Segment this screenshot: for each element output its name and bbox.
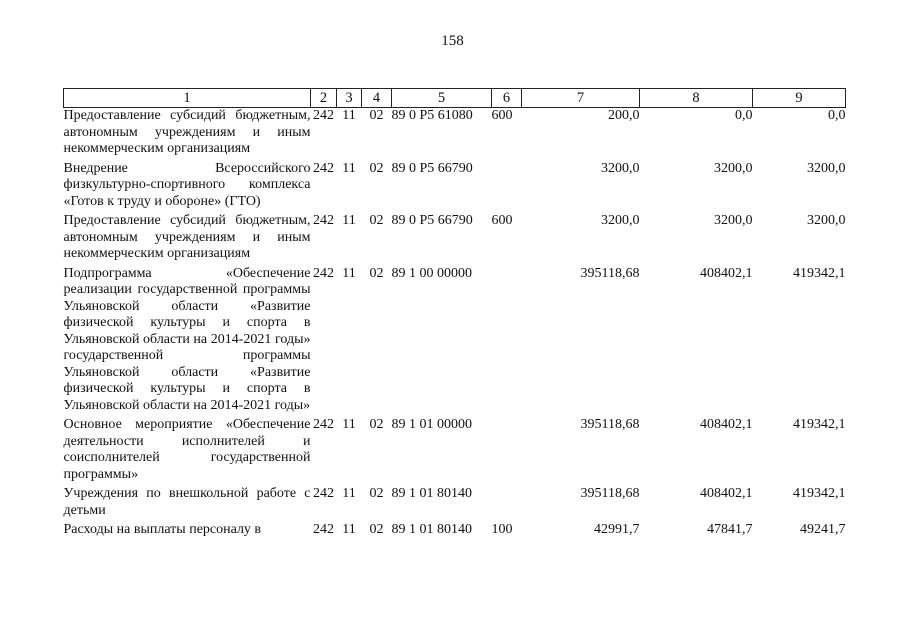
- row-col-4: 02: [369, 265, 384, 281]
- row-col-2: 242: [313, 213, 334, 228]
- row-value-7: 395118,68: [580, 265, 640, 281]
- header-col-6: 6: [492, 89, 522, 108]
- page-number: 158: [441, 33, 464, 49]
- table-row: [64, 161, 846, 214]
- row-col-2: 242: [313, 265, 334, 281]
- row-code: 89 1 01 00000: [391, 417, 472, 432]
- row-col-6: 600: [491, 213, 513, 228]
- table-row: [64, 486, 846, 522]
- row-name: Предоставление субсидий бюджетным, автономным учреждениям и иным некоммерческим организациям: [63, 213, 311, 261]
- row-code: 89 0 P5 61080: [391, 108, 473, 123]
- row-value-8: 3200,0: [714, 213, 753, 228]
- row-col-2: 242: [313, 417, 334, 432]
- row-value-9: 0,0: [828, 108, 846, 123]
- header-col-9: 9: [753, 89, 846, 108]
- row-col-6: 600: [491, 108, 513, 123]
- header-col-7: 7: [522, 89, 640, 108]
- row-value-7: 395118,68: [580, 417, 640, 432]
- table-row: [64, 266, 846, 418]
- row-col-3: 11: [342, 417, 356, 432]
- header-row: [64, 89, 846, 108]
- row-name: Основное мероприятие «Обеспечение деятельности исполнителей и соисполнителей государственной программы»: [63, 417, 311, 482]
- row-col-4: 02: [369, 160, 384, 176]
- row-value-7: 42991,7: [594, 522, 640, 537]
- row-value-9: 419342,1: [793, 417, 846, 432]
- row-name: Внедрение Всероссийского физкультурно-спортивного комплекса «Готов к труду и обороне» (ГТО): [63, 160, 311, 209]
- header-col-1: 1: [64, 89, 311, 108]
- table-row: [64, 417, 846, 486]
- row-value-9: 3200,0: [807, 160, 846, 176]
- row-code: 89 1 01 80140: [391, 486, 472, 501]
- row-col-4: 02: [369, 522, 384, 537]
- row-value-9: 419342,1: [793, 486, 846, 501]
- row-value-7: 3200,0: [601, 160, 640, 176]
- table-row: [64, 213, 846, 266]
- row-col-4: 02: [369, 417, 384, 432]
- header-col-2: 2: [311, 89, 337, 108]
- row-value-7: 200,0: [608, 108, 640, 123]
- row-col-2: 242: [313, 522, 334, 537]
- row-col-4: 02: [369, 213, 384, 228]
- row-value-8: 47841,7: [707, 522, 753, 537]
- header-col-8: 8: [640, 89, 753, 108]
- row-col-2: 242: [313, 486, 334, 501]
- row-col-6: [492, 266, 522, 418]
- row-col-2: 242: [313, 108, 334, 123]
- header-col-5: 5: [392, 89, 492, 108]
- header-col-4: 4: [362, 89, 392, 108]
- row-name: Предоставление субсидий бюджетным, автономным учреждениям и иным некоммерческим организациям: [63, 108, 311, 156]
- row-name: Расходы на выплаты персоналу в: [63, 522, 262, 537]
- row-col-3: 11: [342, 486, 356, 501]
- row-col-4: 02: [369, 486, 384, 501]
- row-col-6: [492, 161, 522, 214]
- row-code: 89 1 00 00000: [391, 265, 472, 281]
- row-code: 89 0 P5 66790: [391, 213, 473, 228]
- row-value-7: 3200,0: [601, 213, 640, 228]
- table-row: [64, 522, 846, 542]
- row-value-9: 419342,1: [793, 265, 846, 281]
- row-code: 89 1 01 80140: [391, 522, 472, 537]
- row-col-3: 11: [342, 522, 356, 537]
- row-name: Подпрограмма «Обеспечение реализации государственной программы Ульяновской области «Развитие физической культуры и спорта в Ульяновской области на 2014-2021 годы» государственной программы Ульяновской области «Развитие физической культуры и спорта в Ульяновской области на 2014-2021 годы»: [63, 265, 311, 413]
- row-col-4: 02: [369, 108, 384, 123]
- row-value-8: 408402,1: [700, 417, 753, 432]
- row-col-6: [492, 486, 522, 522]
- table-row: [64, 108, 846, 161]
- row-name: Учреждения по внешкольной работе с детьми: [63, 486, 311, 518]
- row-col-3: 11: [342, 265, 356, 281]
- budget-table: [63, 88, 846, 542]
- row-value-8: 3200,0: [714, 160, 753, 176]
- row-value-9: 3200,0: [807, 213, 846, 228]
- row-col-6: [492, 417, 522, 486]
- row-col-6: 100: [491, 522, 513, 537]
- row-code: 89 0 P5 66790: [391, 160, 473, 176]
- row-value-7: 395118,68: [580, 486, 640, 501]
- row-col-2: 242: [313, 160, 334, 176]
- header-col-3: 3: [337, 89, 362, 108]
- row-col-3: 11: [342, 160, 356, 176]
- row-value-9: 49241,7: [800, 522, 846, 537]
- row-value-8: 408402,1: [700, 265, 753, 281]
- row-col-3: 11: [342, 213, 356, 228]
- row-value-8: 0,0: [735, 108, 753, 123]
- row-col-3: 11: [342, 108, 356, 123]
- row-value-8: 408402,1: [700, 486, 753, 501]
